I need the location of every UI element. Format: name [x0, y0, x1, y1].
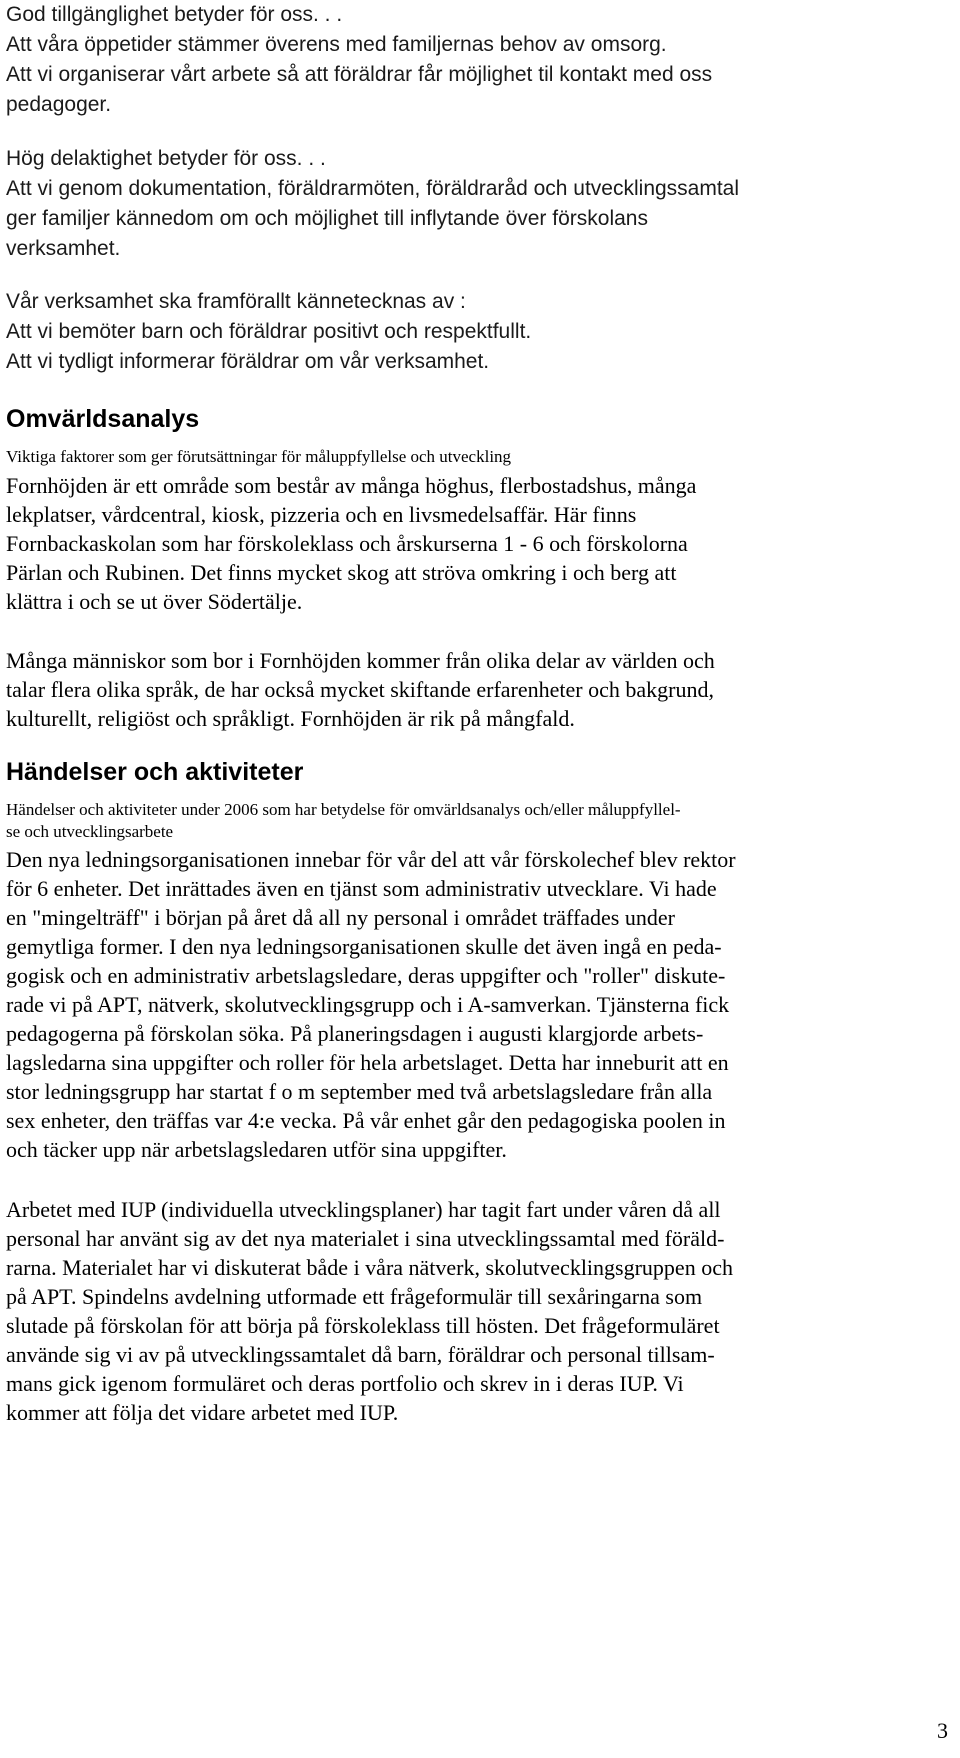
text-line: Hög delaktighet betyder för oss. . . [6, 147, 326, 170]
text-line: Många människor som bor i Fornhöjden kommer från olika delar av världen och [6, 648, 715, 673]
text-line: Vår verksamhet ska framförallt kännetecknas av : [6, 290, 466, 313]
text-line: ger familjer kännedom om och möjlighet till inflytande över förskolans [6, 207, 648, 230]
intro-paragraph [6, 0, 712, 120]
text-line: pedagogerna på förskolan söka. På planeringsdagen i augusti klargjorde arbets- [6, 1021, 704, 1046]
text-line: Fornbackaskolan som har förskoleklass och årskurserna 1 - 6 och förskolorna [6, 531, 688, 556]
text-line: Att vi tydligt informerar föräldrar om vår verksamhet. [6, 350, 490, 373]
text-line: pedagoger. [6, 93, 112, 116]
text-line: lekplatser, vårdcentral, kiosk, pizzeria och en livsmedelsaffär. Här finns [6, 502, 637, 527]
handelser-heading: Händelser och aktiviteter [6, 758, 304, 786]
text-line: slutade på förskolan för att börja på förskoleklass till hösten. Det frågeformuläret [6, 1313, 720, 1338]
text-line: verksamhet. [6, 237, 121, 260]
handelser-paragraph-2 [6, 1195, 733, 1427]
omvarldsanalys-heading: Omvärldsanalys [6, 405, 200, 433]
text-line: en "mingelträff" i början på året då all ny personal i området träffades under [6, 905, 675, 930]
text-line: Den nya ledningsorganisationen innebar för vår del att vår förskolechef blev rektor [6, 847, 736, 872]
text-line: mans gick igenom formuläret och deras portfolio och skrev in i deras IUP. Vi [6, 1371, 684, 1396]
text-line: Pärlan och Rubinen. Det finns mycket skog att ströva omkring i och berg att [6, 560, 677, 585]
text-line: God tillgänglighet betyder för oss. . . [6, 3, 343, 26]
text-line: på APT. Spindelns avdelning utformade ett frågeformulär till sexåringarna som [6, 1284, 703, 1309]
text-line: talar flera olika språk, de har också mycket skiftande erfarenheter och bakgrund, [6, 677, 714, 702]
text-line: Arbetet med IUP (individuella utvecklingsplaner) har tagit fart under våren då all [6, 1197, 721, 1222]
text-line: sex enheter, den träffas var 4:e vecka. På vår enhet går den pedagogiska poolen in [6, 1108, 726, 1133]
text-line: gogisk och en administrativ arbetslagsledare, deras uppgifter och "roller" diskute- [6, 963, 726, 988]
subtitle-line: se och utvecklingsarbete [6, 822, 174, 841]
text-line: Att vi organiserar vårt arbete så att föräldrar får möjlighet til kontakt med oss [6, 63, 713, 86]
text-line: lagsledarna sina uppgifter och roller för hela arbetslaget. Detta har inneburit att en [6, 1050, 729, 1075]
text-line: använde sig vi av på utvecklingssamtalet då barn, föräldrar och personal tillsam- [6, 1342, 715, 1367]
subtitle-line: Viktiga faktorer som ger förutsättningar för måluppfyllelse och utveckling [6, 447, 512, 466]
text-line: Fornhöjden är ett område som består av många höghus, flerbostadshus, många [6, 473, 697, 498]
page-number: 3 [937, 1718, 948, 1743]
text-line: kulturellt, religiöst och språkligt. Fornhöjden är rik på mångfald. [6, 706, 575, 731]
text-line: rarna. Materialet har vi diskuterat både i våra nätverk, skolutvecklingsgruppen och [6, 1255, 733, 1280]
text-line: personal har använt sig av det nya materialet i sina utvecklingssamtal med föräld- [6, 1226, 725, 1251]
omvarldsanalys-paragraph-1 [6, 471, 696, 616]
handelser-paragraph-1 [6, 845, 736, 1164]
text-line: kommer att följa det vidare arbetet med IUP. [6, 1400, 399, 1425]
text-line: Att våra öppetider stämmer överens med familjernas behov av omsorg. [6, 33, 667, 56]
verksamhet-paragraph [6, 287, 531, 377]
omvarldsanalys-subtitle [6, 446, 511, 468]
handelser-subtitle [6, 799, 681, 843]
text-line: stor ledningsgrupp har startat f o m september med två arbetslagsledare från alla [6, 1079, 713, 1104]
text-line: gemytliga former. I den nya ledningsorganisationen skulle det även ingå en peda- [6, 934, 722, 959]
delaktighet-paragraph [6, 144, 739, 264]
text-line: klättra i och se ut över Södertälje. [6, 589, 303, 614]
text-line: för 6 enheter. Det inrättades även en tjänst som administrativ utvecklare. Vi hade [6, 876, 717, 901]
subtitle-line: Händelser och aktiviteter under 2006 som har betydelse för omvärldsanalys och/eller måluppfyllel- [6, 800, 681, 819]
omvarldsanalys-paragraph-2 [6, 646, 715, 733]
text-line: och täcker upp när arbetslagsledaren utför sina uppgifter. [6, 1137, 507, 1162]
text-line: rade vi på APT, nätverk, skolutvecklingsgrupp och i A-samverkan. Tjänsterna fick [6, 992, 730, 1017]
text-line: Att vi bemöter barn och föräldrar positivt och respektfullt. [6, 320, 532, 343]
text-line: Att vi genom dokumentation, föräldrarmöten, föräldraråd och utvecklingssamtal [6, 177, 740, 200]
